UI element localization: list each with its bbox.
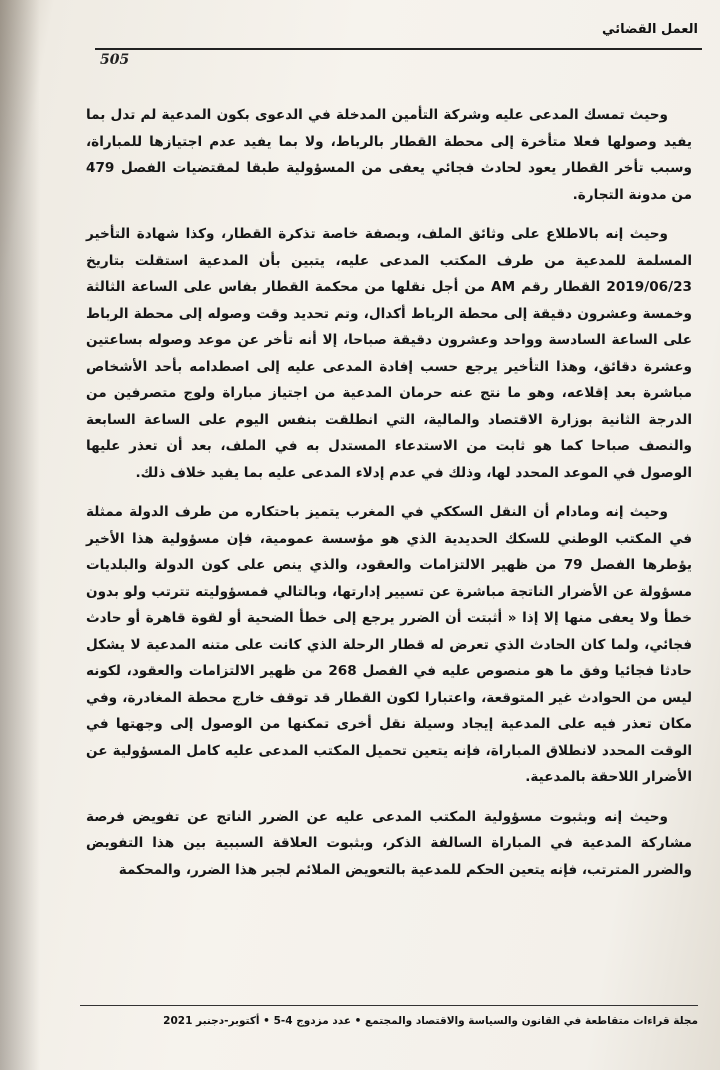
- book-spine-shadow: [0, 0, 40, 1070]
- paragraph-2: وحيث إنه بالاطلاع على وثائق الملف، وبصفة خاصة تذكرة القطار، وكذا شهادة التأخير المسلمة للمدعية من طرف المكتب المدعى عليه، يتبين بأن المدعية استقلت بتاريخ 2019/06/23 القطار رقم AM من أجل نقلها من محكمة القطار بفاس على الساعة الثالثة وخمسة وعشرون دقيقة إلى محطة الرباط أكدال، وتم تحديد وقت وصوله إلى محطة الرباط على الساعة السادسة وواحد وعشرون دقيقة صباحا، إلا أنه تأخر عن موعد وصوله بساعتين وعشرة دقائق، وهذا التأخير يرجع حسب إفادة المدعى عليه إلى اصطدامه بأحد الأشخاص مباشرة بعد إقلاعه، وهو ما نتج عنه حرمان المدعية من اجتياز مباراة ولوج متصرفين من الدرجة الثانية بوزارة الاقتصاد والمالية، التي انطلقت بنفس اليوم على الساعة السابعة والنصف صباحا كما هو ثابت من الاستدعاء المستدل به في الملف، بعد أن تعذر عليها الوصول في الموعد المحدد لها، وذلك في عدم إدلاء المدعى عليه بما يفيد خلاف ذلك.: [86, 226, 692, 481]
- section-title: العمل القضائي: [602, 22, 698, 37]
- paragraph-1: وحيث تمسك المدعى عليه وشركة التأمين المدخلة في الدعوى بكون المدعية لم تدل بما يفيد وصولها فعلا متأخرة إلى محطة القطار بالرباط، ولا بما يفيد عدم اجتيازها للمباراة، وسبب تأخر القطار يعود لحادث فجائي يعفى من المسؤولية طبقا لمقتضيات الفصل 479 من مدونة التجارة.: [86, 107, 692, 203]
- running-header: [95, 18, 702, 50]
- paragraph-3: وحيث إنه ومادام أن النقل السككي في المغرب يتميز باحتكاره من طرف الدولة ممثلة في المكتب الوطني للسكك الحديدية الذي هو مؤسسة عمومية، فإن مسؤولية هذا الأخير يؤطرها الفصل 79 من ظهير الالتزامات والعقود، والذي ينص على كون الدولة والبلديات مسؤولة عن الأضرار الناتجة مباشرة عن تسيير إدارتها، وبالتالي فمسؤوليته تترتب ولو بدون خطأ ولا يعفى منها إلا إذا « أثبتت أن الضرر يرجع إلى خطأ الضحية أو لقوة قاهرة أو حادث فجائي، ولما كان الحادث الذي تعرض له قطار الرحلة الذي كانت على متنه المدعية لا يشكل حادثا فجائيا وفق ما هو منصوص عليه في الفصل 268 من ظهير الالتزامات والعقود، لكونه ليس من الحوادث غير المتوقعة، واعتبارا لكون القطار قد توقف خارج محطة المغادرة، وفي مكان تعذر فيه على المدعية إيجاد وسيلة نقل أخرى تمكنها من الوصول إلى وجهتها في الوقت المحدد لانطلاق المباراة، فإنه يتعين تحميل المكتب المدعى عليه كامل المسؤولية عن الأضرار اللاحقة بالمدعية.: [86, 504, 693, 785]
- page-number: 505: [100, 52, 130, 68]
- paragraph-4: وحيث إنه وبثبوت مسؤولية المكتب المدعى عليه عن الضرر الناتج عن تفويض فرصة مشاركة المدعية في المباراة السالفة الذكر، وبثبوت العلاقة السببية بين هذا التفويض والضرر المترتب، فإنه يتعين الحكم للمدعية بالتعويض الملائم لجبر هذا الضرر، والمحكمة: [86, 808, 692, 878]
- journal-citation: مجلة قراءات متقاطعة في القانون والسياسة والاقتصاد والمجتمع • عدد مزدوج 4-5 • أكتوبر-دجنبر 2021: [163, 1015, 698, 1027]
- body-text: [86, 102, 692, 896]
- running-footer: [80, 1005, 698, 1042]
